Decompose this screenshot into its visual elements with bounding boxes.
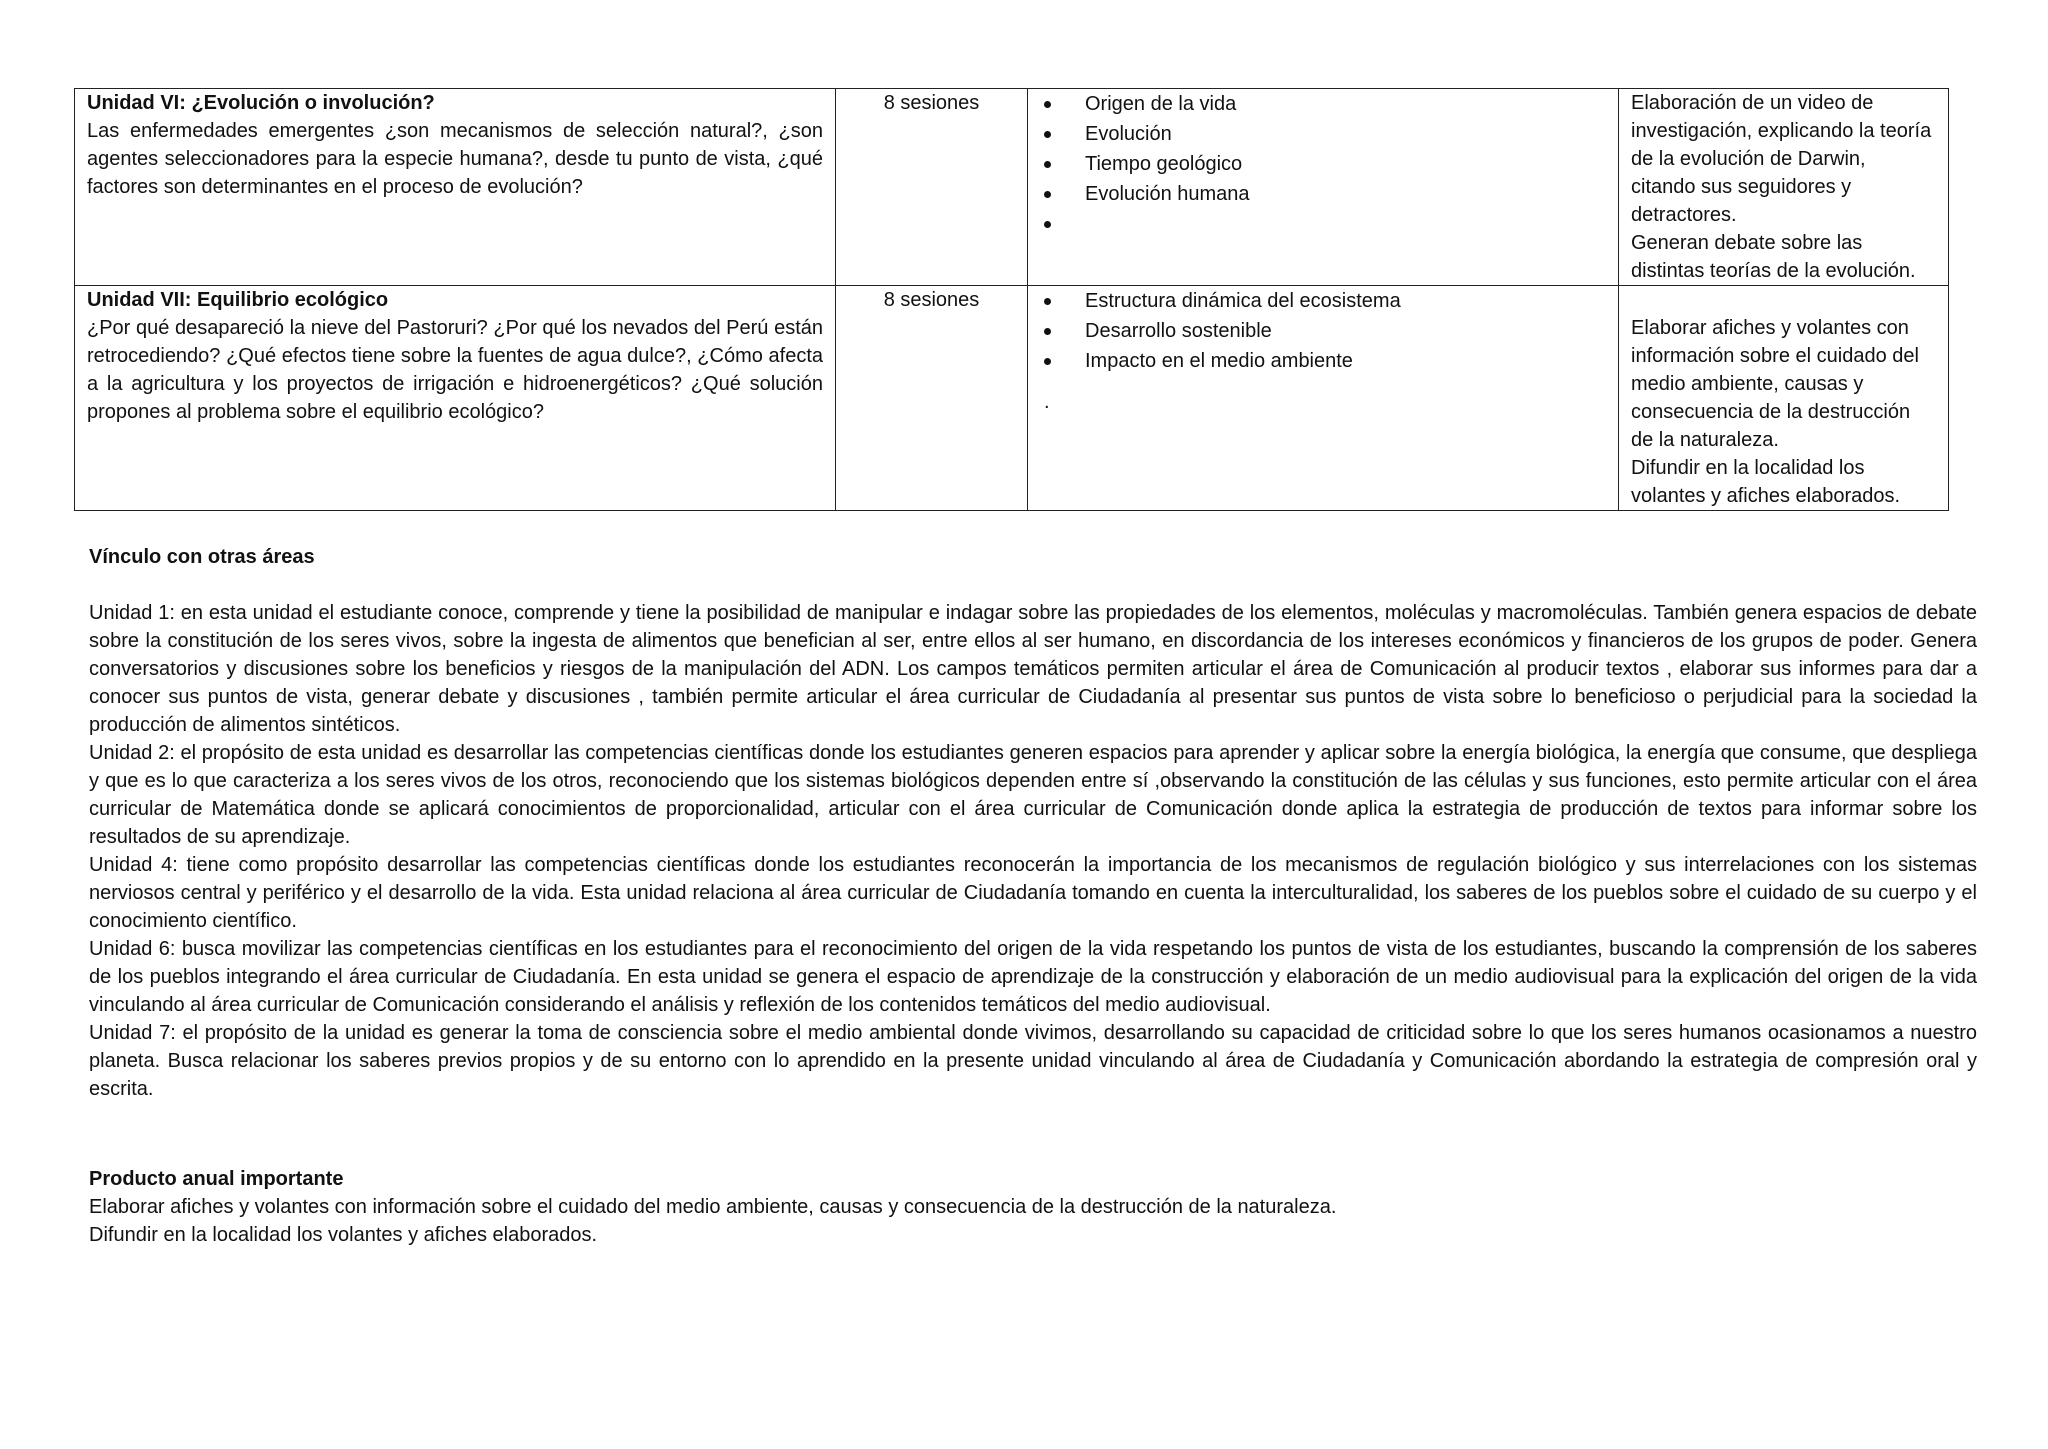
list-item: Evolución <box>1040 119 1606 149</box>
unit-question: Las enfermedades emergentes ¿son mecanismos de selección natural?, ¿son agentes seleccionadores para la especie humana?, desde tu punto de vista, ¿qué factores son determinantes en el proceso de evolución? <box>87 120 823 198</box>
producto-line: Difundir en la localidad los volantes y afiches elaborados. <box>89 1224 598 1246</box>
product-line: de la evolución de Darwin, <box>1631 148 1866 170</box>
unit-products-cell <box>1619 89 1949 286</box>
product-line: Difundir en la localidad los <box>1631 457 1865 479</box>
unit-description-cell <box>75 89 836 286</box>
paragraph: Unidad 4: tiene como propósito desarrollar las competencias científicas donde los estudiantes reconocerán la importancia de los mecanismos de regulación biológico y sus interrelaciones con los sistemas nerviosos central y periférico y el desarrollo de la vida. Esta unidad relaciona al área curricular de Ciudadanía tomando en cuenta la interculturalidad, los saberes de los pueblos sobre el cuidado de su cuerpo y el conocimiento científico. <box>89 854 1977 932</box>
product-line: medio ambiente, causas y <box>1631 373 1864 395</box>
paragraph: Unidad 2: el propósito de esta unidad es desarrollar las competencias científicas donde los estudiantes generen espacios para aprender y aplicar sobre la energía biológica, la energía que consume, que despliega y que es lo que caracteriza a los seres vivos de los otros, reconociendo que los sistemas biológicos dependen entre sí ,observando la constitución de las células y sus funciones, esto permite articular con el área curricular de Matemática donde se aplicará conocimientos de proporcionalidad, articular con el área curricular de Comunicación donde aplica la estrategia de producción de textos para informar sobre los resultados de su aprendizaje. <box>89 742 1977 848</box>
product-line: detractores. <box>1631 204 1737 226</box>
paragraph: Unidad 1: en esta unidad el estudiante conoce, comprende y tiene la posibilidad de manipular e indagar sobre las propiedades de los elementos, moléculas y macromoléculas. También genera espacios de debate sobre la constitución de los seres vivos, sobre la ingesta de alimentos que benefician al ser, entre ellos al ser humano, en discordancia de los intereses económicos y financieros de los grupos de poder. Genera conversatorios y discusiones sobre los beneficios y riesgos de la manipulación del ADN. Los campos temáticos permiten articular el área de Comunicación al producir textos , elaborar sus informes para dar a conocer sus puntos de vista, generar debate y discusiones , también permite articular el área curricular de Ciudadanía al presentar sus puntos de vista sobre lo beneficioso o perjudicial para la sociedad la producción de alimentos sintéticos. <box>89 602 1977 736</box>
list-item: Desarrollo sostenible <box>1040 316 1606 346</box>
list-item: Impacto en el medio ambiente <box>1040 346 1606 376</box>
list-item: Estructura dinámica del ecosistema <box>1040 286 1606 316</box>
product-line: Elaboración de un video de <box>1631 92 1874 114</box>
product-line: citando sus seguidores y <box>1631 176 1852 198</box>
product-line: de la naturaleza. <box>1631 429 1779 451</box>
paragraph: Unidad 6: busca movilizar las competencias científicas en los estudiantes para el reconocimiento del origen de la vida respetando los puntos de vista de los estudiantes, buscando la comprensión de los saberes de los pueblos integrando el área curricular de Ciudadanía. En esta unidad se genera el espacio de aprendizaje de la construcción y elaboración de un medio audiovisual para la explicación del origen de la vida vinculando al área curricular de Comunicación considerando el análisis y reflexión de los contenidos temáticos del medio audiovisual. <box>89 938 1977 1016</box>
contents-list <box>1040 286 1606 376</box>
product-line: información sobre el cuidado del <box>1631 345 1919 367</box>
product-line: Elaborar afiches y volantes con <box>1631 317 1909 339</box>
units-table <box>74 88 1949 511</box>
unit-contents-cell <box>1028 89 1619 286</box>
paragraph: Unidad 7: el propósito de la unidad es generar la toma de consciencia sobre el medio ambiental donde vivimos, desarrollando su capacidad de criticidad sobre lo que los seres humanos ocasionamos a nuestro planeta. Busca relacionar los saberes previos propios y de su entorno con lo aprendido en la presente unidad vinculando al área de Ciudadanía y Comunicación abordando la estrategia de compresión oral y escrita. <box>89 1022 1977 1100</box>
product-line: Generan debate sobre las <box>1631 232 1863 254</box>
contents-list <box>1040 89 1606 239</box>
table-row <box>75 286 1949 511</box>
unit-description-cell <box>75 286 836 511</box>
list-item: Tiempo geológico <box>1040 149 1606 179</box>
unit-title: Unidad VII: Equilibrio ecológico <box>87 289 389 311</box>
unit-question: ¿Por qué desapareció la nieve del Pastoruri? ¿Por qué los nevados del Perú están retrocediendo? ¿Qué efectos tiene sobre la fuentes de agua dulce?, ¿Cómo afecta a la agricultura y los proyectos de irrigación e hidroenergéticos? ¿Qué solución propones al problema sobre el equilibrio ecológico? <box>87 317 823 423</box>
unit-title: Unidad VI: ¿Evolución o involución? <box>87 92 435 114</box>
product-line: investigación, explicando la teoría <box>1631 120 1932 142</box>
unit-products-cell <box>1619 286 1949 511</box>
trailing-dot: . <box>1044 391 1050 413</box>
unit-sessions: 8 sesiones <box>836 89 1028 286</box>
list-item: Origen de la vida <box>1040 89 1606 119</box>
product-line: distintas teorías de la evolución. <box>1631 260 1916 282</box>
unit-sessions: 8 sesiones <box>836 286 1028 511</box>
vinculo-section <box>89 543 1977 1103</box>
list-item: Evolución humana <box>1040 179 1606 209</box>
vinculo-paragraphs <box>89 599 1977 1103</box>
product-line: volantes y afiches elaborados. <box>1631 485 1901 507</box>
section-heading: Producto anual importante <box>89 1168 344 1190</box>
unit-contents-cell <box>1028 286 1619 511</box>
table-row <box>75 89 1949 286</box>
product-line: consecuencia de la destrucción <box>1631 401 1911 423</box>
producto-line: Elaborar afiches y volantes con información sobre el cuidado del medio ambiente, causas y consecuencia de la destrucción de la naturaleza. <box>89 1196 1337 1218</box>
section-heading: Vínculo con otras áreas <box>89 546 315 568</box>
list-item <box>1040 209 1606 239</box>
producto-section <box>89 1165 1977 1249</box>
